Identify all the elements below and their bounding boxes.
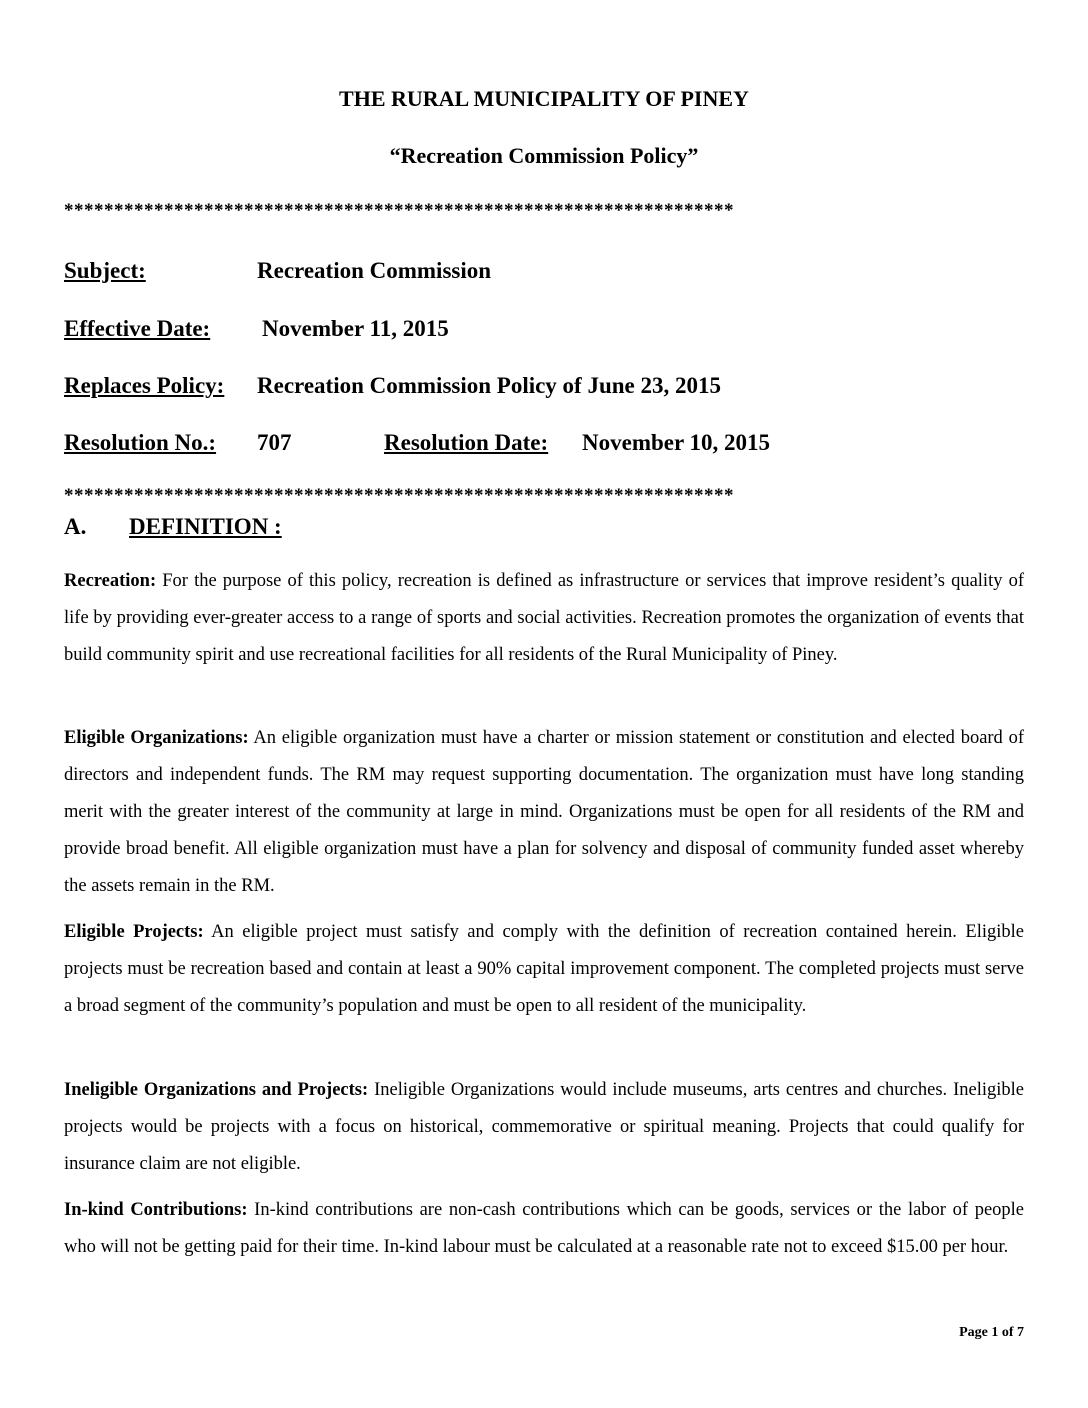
definition-eligible-projects bbox=[64, 914, 1024, 1025]
definition-term: Eligible Projects: bbox=[64, 922, 204, 942]
resolution-date-label: Resolution Date: bbox=[384, 430, 549, 455]
page-number: Page 1 of 7 bbox=[959, 1325, 1024, 1340]
subject-label: Subject: bbox=[64, 258, 146, 283]
separator-top: ******************************************************************* bbox=[64, 200, 734, 221]
separator-bottom: ******************************************************************* bbox=[64, 485, 734, 506]
resolution-no-value: 707 bbox=[257, 430, 292, 455]
effective-date-value: November 11, 2015 bbox=[262, 316, 449, 341]
section-title: DEFINITION : bbox=[129, 514, 282, 539]
resolution-date-value: November 10, 2015 bbox=[582, 430, 771, 455]
definition-ineligible bbox=[64, 1072, 1024, 1183]
definition-term: Ineligible Organizations and Projects: bbox=[64, 1080, 369, 1100]
document-subtitle: “Recreation Commission Policy” bbox=[389, 143, 699, 168]
definition-text: Ineligible Organizations would include museums, arts centres and churches. Ineligible projects would be projects with a focus on historical, commemorative or spiritual meaning. Projects that could qualify for insurance claim are not eligible. bbox=[64, 1080, 1024, 1174]
definition-text: An eligible project must satisfy and comply with the definition of recreation contained herein. Eligible projects must be recreation based and contain at least a 90% capital improvement component. The completed projects must serve a broad segment of the community’s population and must be open to all resident of the municipality. bbox=[64, 922, 1024, 1016]
definition-term: In-kind Contributions: bbox=[64, 1200, 248, 1220]
definition-text: An eligible organization must have a charter or mission statement or constitution and elected board of directors and independent funds. The RM may request supporting documentation. The organization must have long standing merit with the greater interest of the community at large in mind. Organizations must be open for all residents of the RM and provide broad benefit. All eligible organization must have a plan for solvency and disposal of community funded asset whereby the assets remain in the RM. bbox=[64, 728, 1025, 896]
subject-value: Recreation Commission bbox=[257, 258, 492, 283]
definition-term: Eligible Organizations: bbox=[64, 728, 249, 748]
document-title: THE RURAL MUNICIPALITY OF PINEY bbox=[339, 86, 749, 111]
definition-recreation bbox=[64, 563, 1024, 674]
replaces-policy-label: Replaces Policy: bbox=[64, 373, 225, 398]
definition-term: Recreation: bbox=[64, 571, 157, 591]
section-letter: A. bbox=[64, 514, 87, 539]
definition-eligible-organizations bbox=[64, 720, 1024, 905]
resolution-no-label: Resolution No.: bbox=[64, 430, 217, 455]
definition-text: In-kind contributions are non-cash contributions which can be goods, services or the labor of people who will not be getting paid for their time. In-kind labour must be calculated at a reasonable rate not to exceed $15.00 per hour. bbox=[64, 1200, 1025, 1257]
replaces-policy-value: Recreation Commission Policy of June 23, 2015 bbox=[257, 373, 722, 398]
effective-date-label: Effective Date: bbox=[64, 316, 211, 341]
definition-text: For the purpose of this policy, recreation is defined as infrastructure or services that improve resident’s quality of life by providing ever-greater access to a range of sports and social activities. Recreation promotes the organization of events that build community spirit and use recreational facilities for all residents of the Rural Municipality of Piney. bbox=[64, 571, 1024, 665]
definition-in-kind bbox=[64, 1192, 1024, 1266]
